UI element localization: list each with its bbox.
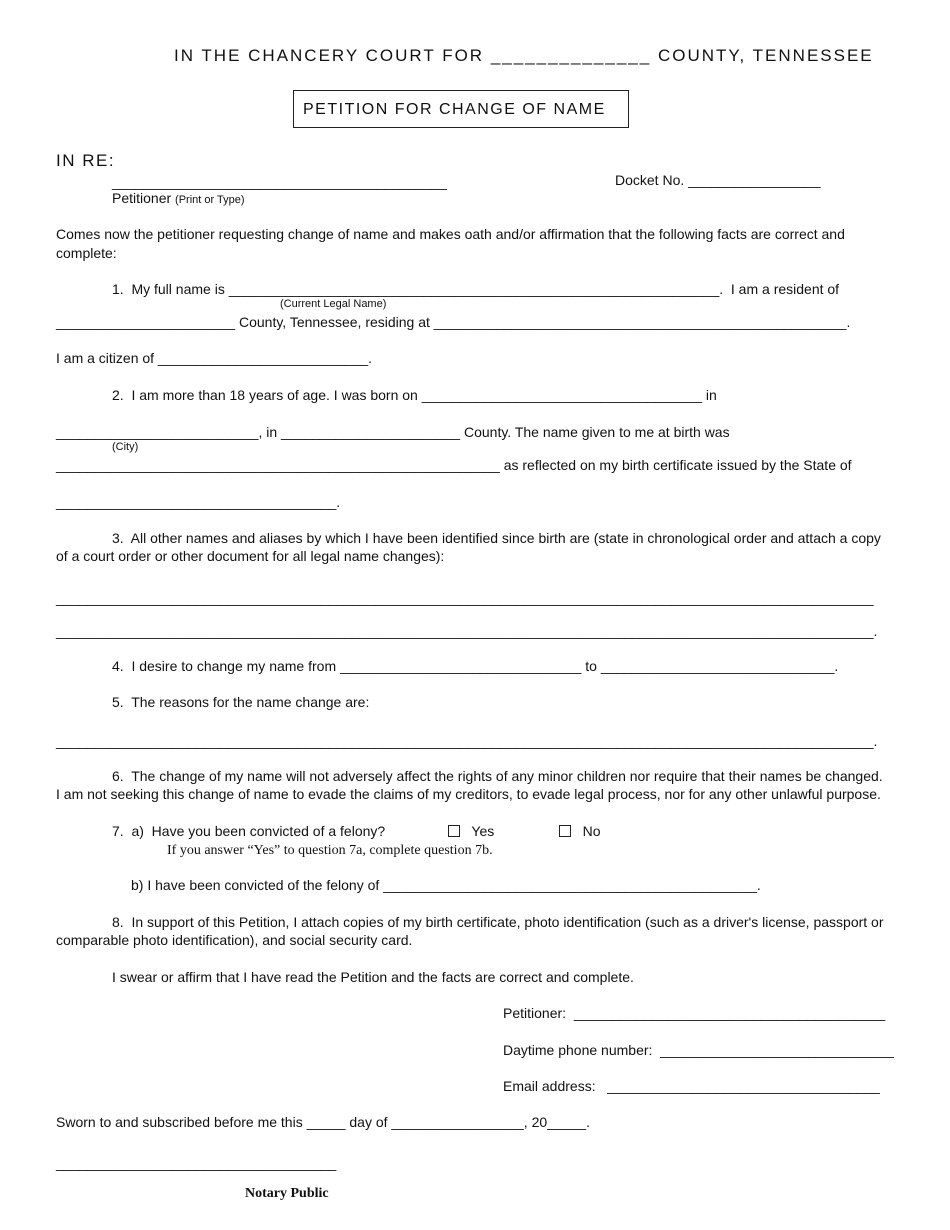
daytime-phone-field[interactable]: Daytime phone number: ______________________________ — [503, 1042, 894, 1058]
item7b-felony-field[interactable]: b) I have been convicted of the felony of ________________________________________________. — [131, 877, 761, 893]
email-address-field[interactable]: Email address: ___________________________________ — [503, 1078, 880, 1094]
petitioner-label: Petitioner — [112, 190, 172, 206]
notary-signature-line[interactable]: ____________________________________ — [56, 1155, 337, 1171]
swear-statement: I swear or affirm that I have read the Petition and the facts are correct and complete. — [112, 969, 634, 985]
no-label: No — [582, 823, 601, 839]
court-header — [174, 46, 874, 66]
item5-text: 5. The reasons for the name change are: — [112, 694, 370, 710]
item8-text-2: comparable photo identification), and social security card. — [56, 932, 413, 948]
item6-text-1: 6. The change of my name will not adversely affect the rights of any minor children nor require that their names be changed. — [112, 768, 883, 784]
item2-birth-date[interactable]: 2. I am more than 18 years of age. I was born on ____________________________________ in — [112, 387, 717, 403]
item7-question: 7. a) Have you been convicted of a felony? — [112, 823, 386, 839]
sworn-statement[interactable]: Sworn to and subscribed before me this _____ day of _________________, 20_____. — [56, 1114, 590, 1130]
petitioner-hint: (Print or Type) — [175, 194, 245, 206]
yes-checkbox[interactable] — [448, 825, 460, 837]
notary-public-label: Notary Public — [245, 1186, 329, 1201]
item6-text-2: I am not seeking this change of name to evade the claims of my creditors, to evade legal process, nor for any other unlawful purpose. — [56, 786, 881, 802]
no-checkbox[interactable] — [559, 825, 571, 837]
item2-birth-place[interactable]: __________________________, in _______________________ County. The name given to me at birth was — [56, 424, 730, 440]
no-option[interactable] — [559, 823, 601, 840]
form-title: PETITION FOR CHANGE OF NAME — [303, 101, 606, 118]
item4-name-change[interactable]: 4. I desire to change my name from _______________________________ to ______________________________. — [112, 658, 839, 674]
yes-option[interactable] — [448, 823, 494, 840]
court-header-suffix: COUNTY, TENNESSEE — [657, 46, 874, 65]
county-blank[interactable]: ______________ — [490, 46, 652, 65]
item1-full-name[interactable]: 1. My full name is _______________________________________________________________. I am a resident of — [112, 281, 840, 297]
petitioner-signature-field[interactable]: Petitioner: ________________________________________ — [503, 1005, 886, 1021]
item3-aliases-line-2[interactable]: _________________________________________________________________________________________________________. — [56, 623, 878, 639]
item7-instruction: If you answer “Yes” to question 7a, complete question 7b. — [167, 843, 493, 858]
item8-text-1: 8. In support of this Petition, I attach copies of my birth certificate, photo identification (such as a driver's license, passport or — [112, 914, 884, 930]
item1-hint: (Current Legal Name) — [280, 298, 387, 310]
item5-reasons-field[interactable]: _________________________________________________________________________________________________________. — [56, 733, 878, 749]
item3-aliases-line-1[interactable]: _________________________________________________________________________________________________________ — [56, 590, 874, 606]
petitioner-name-field[interactable]: ___________________________________________ — [112, 174, 447, 190]
item2-birth-state[interactable]: ____________________________________. — [56, 494, 341, 510]
item3-text-2: of a court order or other document for all legal name changes): — [56, 548, 445, 564]
docket-number-field[interactable]: Docket No. _________________ — [615, 172, 821, 188]
intro-line-2: complete: — [56, 245, 117, 261]
in-re-label: IN RE: — [56, 151, 116, 170]
item3-text-1: 3. All other names and aliases by which I have been identified since birth are (state in chronological order and attach a copy — [112, 530, 881, 546]
court-header-prefix: IN THE CHANCERY COURT FOR — [174, 46, 485, 65]
item2-birth-name[interactable]: _________________________________________________________ as reflected on my birth certificate issued by the State of — [56, 457, 852, 473]
yes-label: Yes — [471, 823, 495, 839]
item2-city-hint: (City) — [112, 441, 139, 453]
item1-citizenship[interactable]: I am a citizen of ___________________________. — [56, 350, 373, 366]
item1-residence[interactable]: _______________________ County, Tennessee, residing at _____________________________________________________. — [56, 314, 851, 330]
petitioner-label-row — [112, 190, 245, 207]
intro-line-1: Comes now the petitioner requesting change of name and makes oath and/or affirmation that the following facts are correct and — [56, 226, 845, 242]
